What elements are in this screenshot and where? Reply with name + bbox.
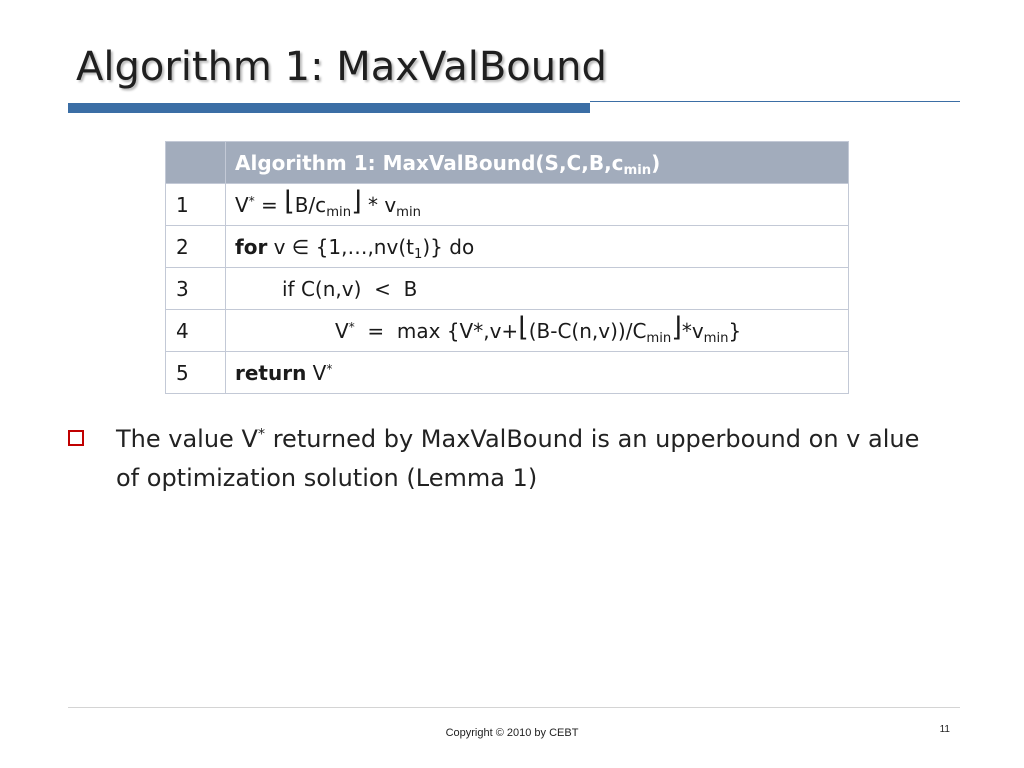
code-text: * v — [361, 192, 397, 217]
algorithm-table-header — [166, 142, 849, 184]
code-sup: * — [348, 319, 355, 334]
keyword: for — [235, 234, 268, 259]
title-underline-rule — [590, 101, 960, 102]
header-title-cell — [226, 142, 849, 184]
code-sub: min — [646, 330, 672, 346]
line-number: 2 — [166, 226, 226, 268]
code-text: )} do — [422, 234, 475, 259]
floor-right-bracket: ⌋ — [671, 311, 682, 343]
code-text: V — [235, 192, 249, 217]
code-sub: min — [703, 330, 729, 346]
code-line — [226, 268, 849, 310]
bullet-text-post: returned by MaxValBound is an upperbound on v alue of optimization solution (Lemma 1) — [116, 425, 920, 492]
header-title-sub: min — [623, 162, 652, 178]
table-row — [166, 352, 849, 394]
header-num-cell — [166, 142, 226, 184]
code-text: (B-C(n,v))/C — [528, 318, 647, 343]
code-text: = max {V*,v+ — [354, 318, 519, 343]
code-text: if — [282, 276, 295, 301]
code-sup: * — [248, 193, 255, 208]
code-text: v ∈ {1,…,nv(t — [267, 234, 414, 259]
line-number: 1 — [166, 184, 226, 226]
line-number: 3 — [166, 268, 226, 310]
code-text: *v — [681, 318, 704, 343]
slide-title: Algorithm 1: MaxValBound — [76, 44, 607, 90]
line-number: 4 — [166, 310, 226, 352]
algorithm-table — [165, 141, 849, 394]
code-sup: * — [326, 361, 333, 376]
table-row — [166, 184, 849, 226]
code-text: B/c — [294, 192, 327, 217]
copyright-text: Copyright © 2010 by CEBT — [445, 727, 579, 739]
header-title-text: Algorithm 1: MaxValBound(S,C,B,c — [235, 150, 624, 175]
code-line — [226, 352, 849, 394]
bullet-text-pre: The value V — [116, 425, 258, 453]
code-text: V — [306, 360, 327, 385]
bullet-text-sup: * — [257, 426, 266, 443]
code-sub: min — [396, 204, 422, 220]
code-text: V — [335, 318, 349, 343]
code-text: C(n,v) < B — [294, 276, 418, 301]
line-number: 5 — [166, 352, 226, 394]
floor-right-bracket: ⌋ — [351, 185, 362, 217]
code-text: = — [254, 192, 285, 217]
code-line — [226, 226, 849, 268]
header-title-end: ) — [651, 150, 661, 175]
footer-divider — [68, 707, 960, 708]
table-row — [166, 268, 849, 310]
page-number: 11 — [939, 724, 950, 735]
bullet-square-icon — [68, 430, 84, 446]
code-sub: min — [326, 204, 352, 220]
table-row — [166, 310, 849, 352]
bullet-text — [116, 420, 946, 498]
code-line — [226, 184, 849, 226]
table-row — [166, 226, 849, 268]
code-sub: 1 — [413, 246, 423, 262]
floor-left-bracket: ⌊ — [518, 311, 529, 343]
code-text: } — [728, 318, 742, 343]
title-underline-bar — [68, 103, 590, 113]
floor-left-bracket: ⌊ — [284, 185, 295, 217]
code-line — [226, 310, 849, 352]
keyword: return — [235, 360, 307, 385]
